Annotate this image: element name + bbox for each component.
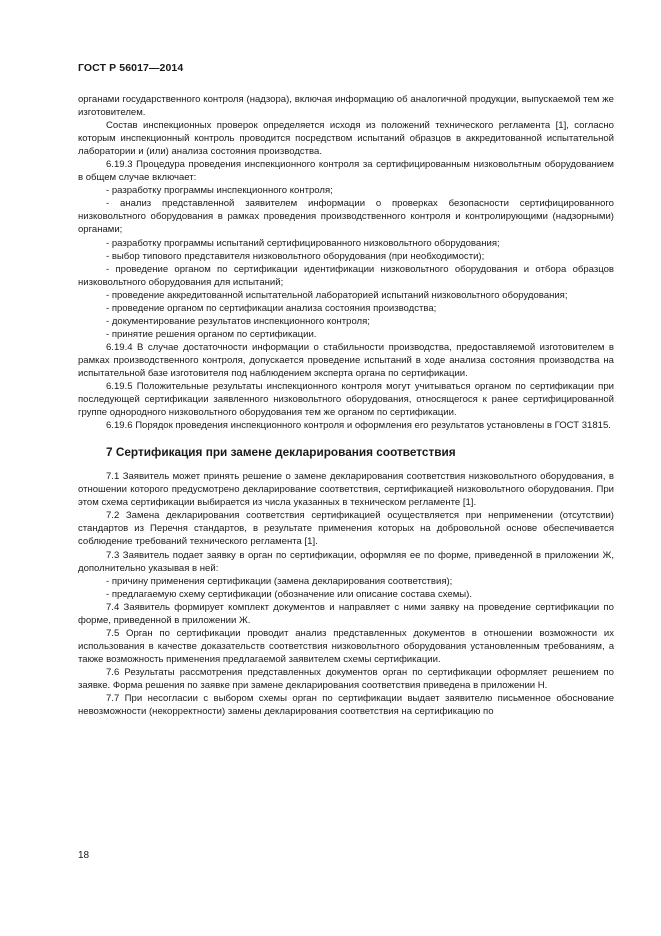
section-title: 7 Сертификация при замене декларирования соответствия <box>106 445 456 460</box>
list-item: - проведение аккредитованной испытательной лабораторией испытаний низковольтного оборудования; <box>106 289 568 301</box>
paragraph: 7.6 Результаты рассмотрения представленных документов орган по сертификации оформляет решением по заявке. Форма решения по заявке при замене декларирования соответствия приведена в приложении Н. <box>78 666 614 691</box>
list-item: - разработку программы инспекционного контроля; <box>106 185 333 197</box>
list-item: - предлагаемую схему сертификации (обозначение или описание состава схемы). <box>106 588 472 600</box>
document-body <box>78 93 614 718</box>
paragraph: 7.4 Заявитель формирует комплект документов и направляет с ними заявку на проведение сертификации по форме, приведенной в приложении Ж. <box>78 601 614 626</box>
page-number: 18 <box>78 850 90 861</box>
paragraph: 6.19.6 Порядок проведения инспекционного контроля и оформления его результатов установлены в ГОСТ 31815. <box>106 420 611 432</box>
paragraph: Состав инспекционных проверок определяется исходя из положений технического регламента [1], согласно которым инспекционный контроль проводится посредством испытаний образцов в аккредитованной испытательной лаборатории и (или) анализа состояния производства. <box>78 120 614 158</box>
list-item: - анализ представленной заявителем информации о проверках безопасности сертифицированного низковольтного оборудования в рамках проведения производственного контроля и контролирующими (надзорными) органами; <box>78 198 614 236</box>
paragraph: 7.5 Орган по сертификации проводит анализ представленных документов в отношении возможности их использования в качестве доказательств соответствия низковольтного оборудования установленным требованиям, а также возможность применения предлагаемой заявителем схемы сертификации. <box>78 627 614 665</box>
list-item: - разработку программы испытаний сертифицированного низковольтного оборудования; <box>106 237 500 249</box>
paragraph: 6.19.3 Процедура проведения инспекционного контроля за сертифицированным низковольтным оборудованием в общем случае включает: <box>78 159 614 184</box>
paragraph: 7.7 При несогласии с выбором схемы орган по сертификации выдает заявителю письменное обоснование невозможности (некорректности) замены декларирования соответствия на сертификацию по <box>78 693 614 718</box>
list-item: - причину применения сертификации (замена декларирования соответствия); <box>106 575 453 587</box>
paragraphs-after-section <box>78 470 614 718</box>
paragraph: 7.2 Замена декларирования соответствия сертификацией осуществляется при неприменении (отсутствии) стандартов из Перечня стандартов, в результате применения которых на добровольной основе обеспечивается соблюдение требований технического регламента [1]. <box>78 510 614 548</box>
paragraph: 6.19.4 В случае достаточности информации о стабильности производства, предоставляемой изготовителем в рамках производственного контроля, допускается проведение испытаний в ходе анализа состояния производства на испытательной базе изготовителя под наблюдением эксперта органа по сертификации. <box>78 341 614 379</box>
paragraphs-before-section <box>78 93 614 432</box>
paragraph: 7.1 Заявитель может принять решение о замене декларирования соответствия низковольтного оборудования, в отношении которого предусмотрено декларирование соответствия, сертификацией низковольтного оборудования. При этом схема сертификации выбирается из числа указанных в техническом регламенте [1]. <box>78 471 614 509</box>
list-item: - принятие решения органом по сертификации. <box>106 328 317 340</box>
document-header: ГОСТ Р 56017—2014 <box>78 62 184 74</box>
paragraph: 6.19.5 Положительные результаты инспекционного контроля могут учитываться органом по сертификации при последующей сертификации заявленного низковольтного оборудования, относящегося к ранее сертифицированной группе однородного низковольтного оборудования тем же органом по сертификации. <box>78 381 614 419</box>
list-item: - выбор типового представителя низковольтного оборудования (при необходимости); <box>106 250 485 262</box>
paragraph: 7.3 Заявитель подает заявку в орган по сертификации, оформляя ее по форме, приведенной в приложении Ж, дополнительно указывая в ней: <box>78 549 614 574</box>
list-item: - проведение органом по сертификации идентификации низковольтного оборудования и отбора образцов низковольтного оборудования для испытаний; <box>78 263 614 288</box>
list-item: - документирование результатов инспекционного контроля; <box>106 315 370 327</box>
paragraph: органами государственного контроля (надзора), включая информацию об аналогичной продукции, выпускаемой тем же изготовителем. <box>78 94 614 119</box>
list-item: - проведение органом по сертификации анализа состояния производства; <box>106 302 437 314</box>
